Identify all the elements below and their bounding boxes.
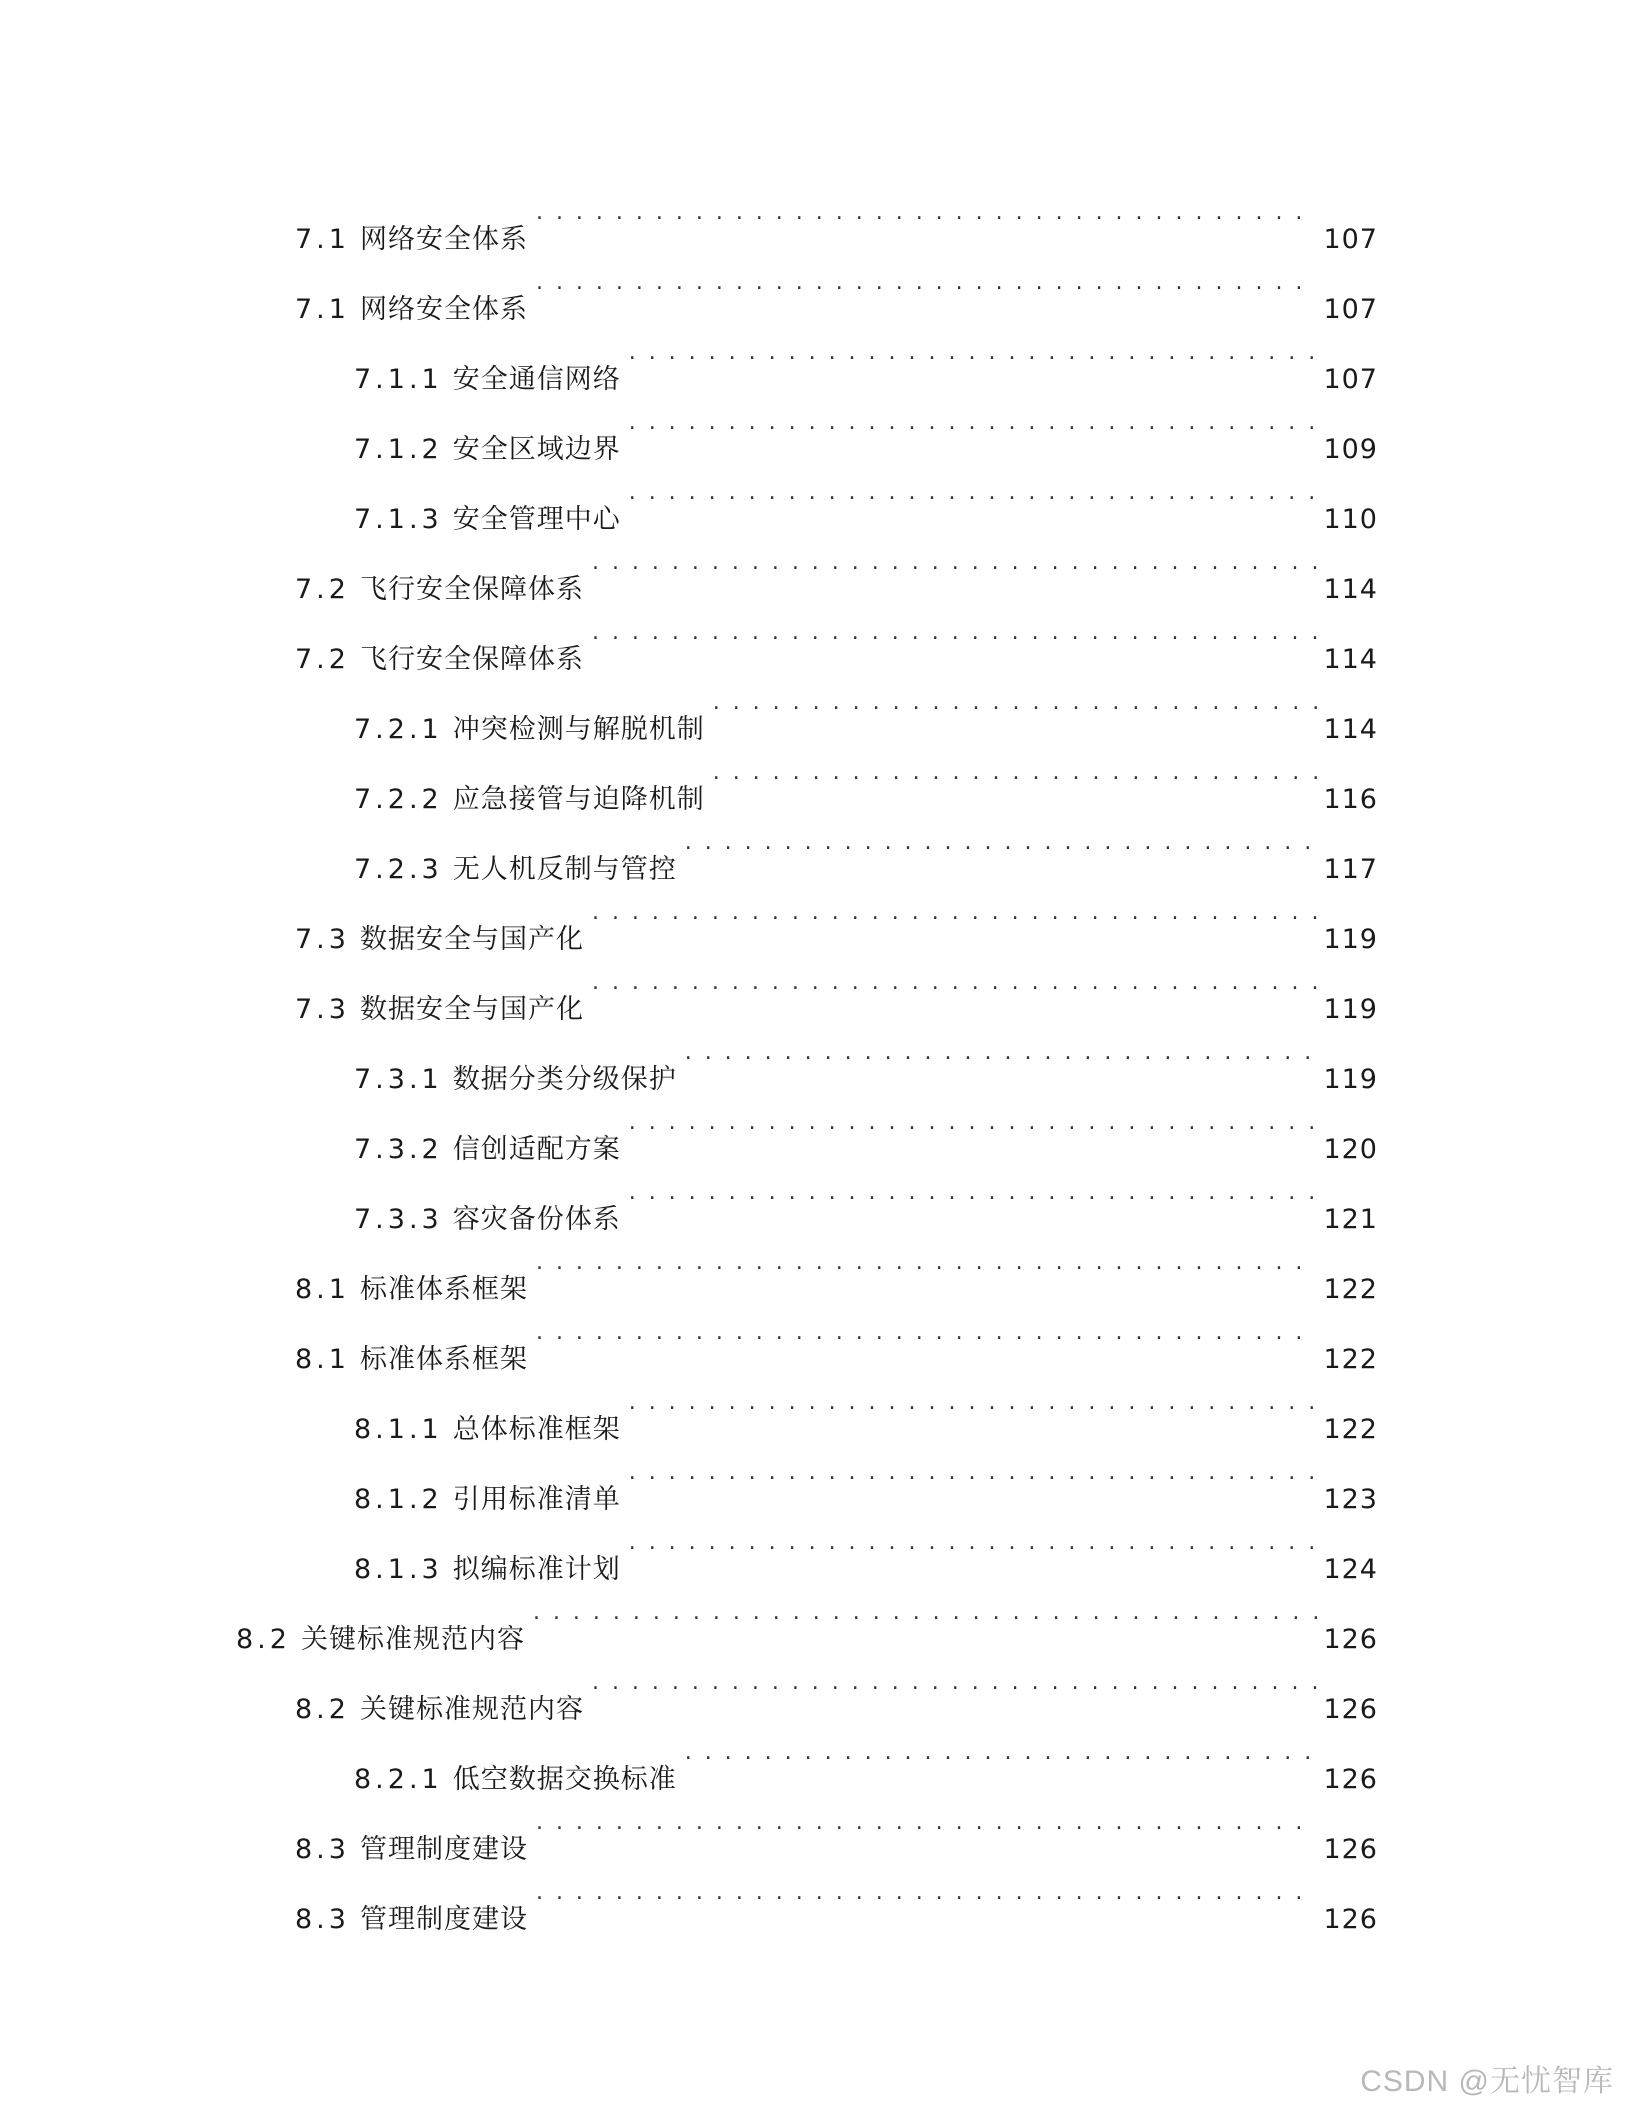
toc-dot-leader <box>536 1788 1318 1858</box>
toc-entry[interactable] <box>0 668 1632 745</box>
toc-entry[interactable] <box>0 1298 1632 1375</box>
toc-entry-title: 安全区域边界 <box>452 434 621 465</box>
toc-dot-leader <box>592 528 1318 598</box>
toc-entry[interactable] <box>0 178 1632 255</box>
toc-entry-page: 116 <box>1323 784 1378 815</box>
toc-dot-leader <box>592 878 1318 948</box>
toc-dot-leader <box>629 1158 1318 1228</box>
toc-entry-number: 7.2 <box>295 644 350 675</box>
toc-entry-page: 114 <box>1323 714 1378 745</box>
toc-entry-title: 拟编标准计划 <box>452 1554 621 1585</box>
toc-entry-title: 总体标准框架 <box>452 1414 621 1445</box>
toc-entry-number: 7.2.3 <box>354 854 443 885</box>
toc-entry-number: 7.3.3 <box>354 1204 443 1235</box>
toc-dot-leader <box>629 1508 1318 1578</box>
toc-entry-page: 126 <box>1323 1904 1378 1935</box>
toc-entry-page: 114 <box>1323 574 1378 605</box>
toc-entry-page: 126 <box>1323 1834 1378 1865</box>
toc-entry[interactable] <box>0 878 1632 955</box>
toc-entry-title: 安全管理中心 <box>452 504 621 535</box>
toc-dot-leader <box>536 1298 1318 1368</box>
toc-entry-number: 8.1 <box>295 1274 350 1305</box>
watermark: CSDN @无忧智库 <box>1360 2065 1614 2098</box>
toc-entry[interactable] <box>0 1228 1632 1305</box>
toc-entry-page: 126 <box>1323 1694 1378 1725</box>
toc-dot-leader <box>629 1088 1318 1158</box>
toc-entry-page: 119 <box>1323 1064 1378 1095</box>
toc-dot-leader <box>629 1368 1318 1438</box>
toc-entry-page: 107 <box>1323 364 1378 395</box>
toc-entry-title: 低空数据交换标准 <box>452 1764 677 1795</box>
toc-entry-title: 数据安全与国产化 <box>359 924 584 955</box>
toc-entry-number: 8.3 <box>295 1834 350 1865</box>
toc-entry-title: 冲突检测与解脱机制 <box>452 714 705 745</box>
toc-entry-page: 122 <box>1323 1344 1378 1375</box>
toc-dot-leader <box>533 1578 1318 1648</box>
toc-entry-number: 7.3.1 <box>354 1064 443 1095</box>
toc-dot-leader <box>592 1648 1318 1718</box>
toc-entry-number: 8.1.2 <box>354 1484 443 1515</box>
toc-entry-title: 安全通信网络 <box>452 364 621 395</box>
toc-dot-leader <box>713 738 1318 808</box>
toc-entry-title: 数据分类分级保护 <box>452 1064 677 1095</box>
toc-entry-page: 110 <box>1323 504 1378 535</box>
toc-entry[interactable] <box>0 1788 1632 1865</box>
toc-entry-page: 119 <box>1323 994 1378 1025</box>
toc-entry-title: 管理制度建设 <box>359 1904 528 1935</box>
toc-entry-page: 122 <box>1323 1274 1378 1305</box>
toc-entry[interactable] <box>0 1368 1632 1445</box>
toc-entry-page: 121 <box>1323 1204 1378 1235</box>
toc-entry[interactable] <box>0 1018 1632 1095</box>
toc-entry[interactable] <box>0 1158 1632 1235</box>
toc-entry-number: 7.2 <box>295 574 350 605</box>
toc-dot-leader <box>629 1438 1318 1508</box>
toc-entry-page: 117 <box>1323 854 1378 885</box>
toc-entry-page: 114 <box>1323 644 1378 675</box>
toc-entry-number: 8.3 <box>295 1904 350 1935</box>
toc-entry-page: 126 <box>1323 1624 1378 1655</box>
toc-entry[interactable] <box>0 1578 1632 1655</box>
toc-entry[interactable] <box>0 1438 1632 1515</box>
toc-entry-page: 107 <box>1323 294 1378 325</box>
toc-dot-leader <box>629 388 1318 458</box>
toc-entry-number: 7.2.1 <box>354 714 443 745</box>
toc-entry-title: 飞行安全保障体系 <box>359 574 584 605</box>
toc-entry-number: 7.1.2 <box>354 434 443 465</box>
toc-entry-number: 8.2.1 <box>354 1764 443 1795</box>
toc-entry-number: 8.1 <box>295 1344 350 1375</box>
toc-dot-leader <box>592 948 1318 1018</box>
toc-entry-number: 7.1.3 <box>354 504 443 535</box>
toc-entry-title: 引用标准清单 <box>452 1484 621 1515</box>
toc-entry-title: 数据安全与国产化 <box>359 994 584 1025</box>
toc-entry-number: 8.1.3 <box>354 1554 443 1585</box>
toc-dot-leader <box>629 458 1318 528</box>
toc-entry-page: 123 <box>1323 1484 1378 1515</box>
toc-entry[interactable] <box>0 1858 1632 1935</box>
toc-dot-leader <box>536 1228 1318 1298</box>
toc-entry[interactable] <box>0 808 1632 885</box>
toc-entry[interactable] <box>0 1508 1632 1585</box>
toc-entry-number: 8.2 <box>295 1694 350 1725</box>
toc-entry-page: 119 <box>1323 924 1378 955</box>
toc-entry-page: 107 <box>1323 224 1378 255</box>
toc-entry-title: 标准体系框架 <box>359 1344 528 1375</box>
toc-entry-number: 7.2.2 <box>354 784 443 815</box>
toc-entry-title: 容灾备份体系 <box>452 1204 621 1235</box>
toc-entry-title: 管理制度建设 <box>359 1834 528 1865</box>
toc-entry-number: 7.3.2 <box>354 1134 443 1165</box>
toc-entry[interactable] <box>0 458 1632 535</box>
toc-entry-page: 109 <box>1323 434 1378 465</box>
toc-entry-title: 关键标准规范内容 <box>359 1694 584 1725</box>
toc-entry-page: 124 <box>1323 1554 1378 1585</box>
toc-entry[interactable] <box>0 738 1632 815</box>
toc-entry-page: 126 <box>1323 1764 1378 1795</box>
toc-entry-page: 122 <box>1323 1414 1378 1445</box>
toc-entry-title: 网络安全体系 <box>359 224 528 255</box>
toc-entry-title: 信创适配方案 <box>452 1134 621 1165</box>
toc-entry-title: 飞行安全保障体系 <box>359 644 584 675</box>
toc-entry-page: 120 <box>1323 1134 1378 1165</box>
toc-entry[interactable] <box>0 248 1632 325</box>
toc-entry-title: 关键标准规范内容 <box>300 1624 525 1655</box>
toc-dot-leader <box>536 248 1318 318</box>
toc-entry-title: 网络安全体系 <box>359 294 528 325</box>
toc-entry[interactable] <box>0 1088 1632 1165</box>
toc-entry[interactable] <box>0 318 1632 395</box>
toc-entry-number: 7.3 <box>295 994 350 1025</box>
toc-entry-number: 8.2 <box>236 1624 291 1655</box>
toc-entry-number: 7.1 <box>295 224 350 255</box>
toc-entry[interactable] <box>0 948 1632 1025</box>
table-of-contents <box>0 178 1632 1935</box>
toc-entry-number: 8.1.1 <box>354 1414 443 1445</box>
toc-dot-leader <box>685 1018 1318 1088</box>
toc-entry[interactable] <box>0 528 1632 605</box>
toc-entry-title: 应急接管与迫降机制 <box>452 784 705 815</box>
toc-dot-leader <box>592 598 1318 668</box>
toc-dot-leader <box>536 1858 1318 1928</box>
toc-entry-number: 7.3 <box>295 924 350 955</box>
toc-entry-title: 无人机反制与管控 <box>452 854 677 885</box>
toc-dot-leader <box>629 318 1318 388</box>
toc-dot-leader <box>685 808 1318 878</box>
toc-dot-leader <box>713 668 1318 738</box>
toc-entry[interactable] <box>0 1718 1632 1795</box>
toc-dot-leader <box>536 178 1318 248</box>
toc-entry-number: 7.1.1 <box>354 364 443 395</box>
toc-entry[interactable] <box>0 388 1632 465</box>
toc-entry-title: 标准体系框架 <box>359 1274 528 1305</box>
toc-entry[interactable] <box>0 598 1632 675</box>
toc-dot-leader <box>685 1718 1318 1788</box>
toc-entry-number: 7.1 <box>295 294 350 325</box>
